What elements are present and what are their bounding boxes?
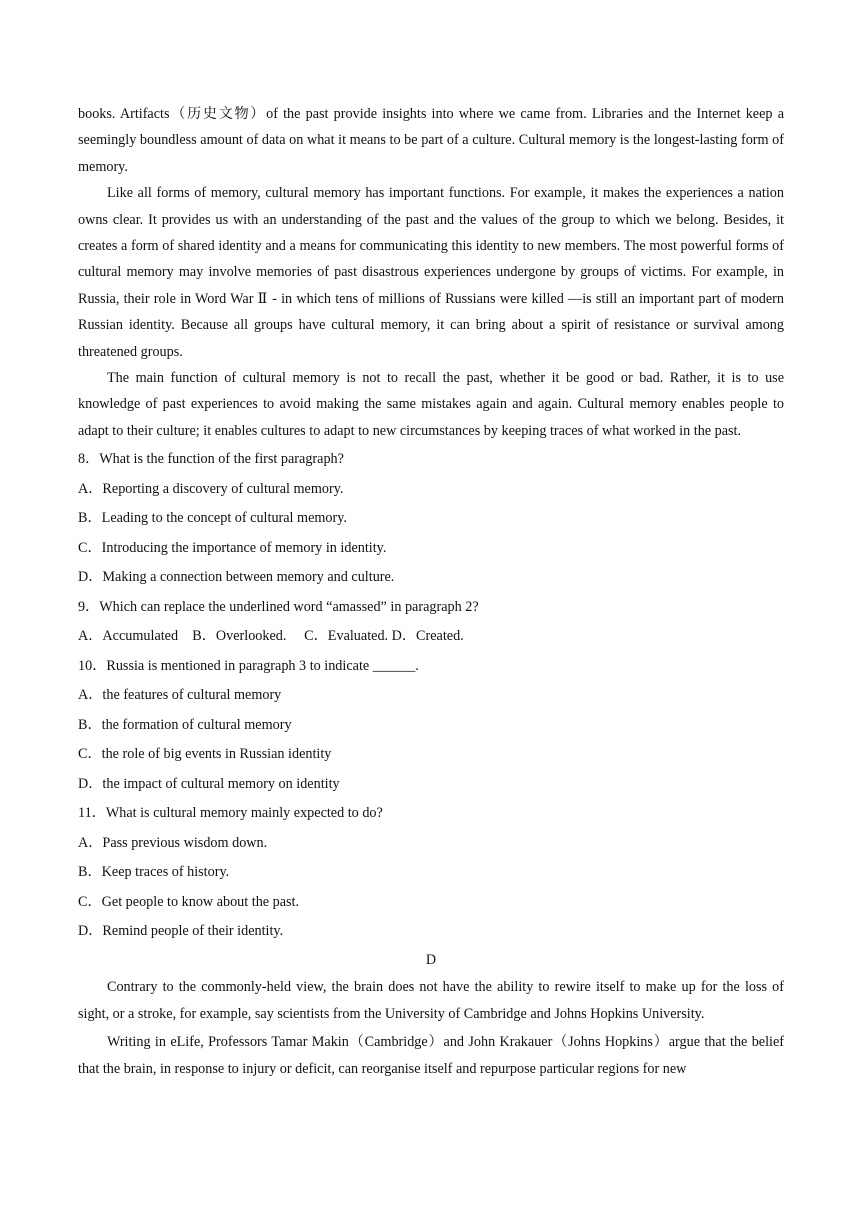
passage-c-paragraph-1: books. Artifacts（历史文物）of the past provide insights into where we came from. Libraries and the Internet keep a seemingly boundless amount of data on what it means to be part of a culture. Cultural memory is the longest-lasting form of memory. (78, 106, 784, 175)
question-8-option-b: B．Leading to the concept of cultural memory. (78, 510, 347, 527)
question-8-option-a: A．Reporting a discovery of cultural memory. (78, 480, 344, 497)
question-8-option-c: C．Introducing the importance of memory in identity. (78, 539, 387, 556)
question-11-stem: 11．What is cultural memory mainly expected to do? (78, 805, 383, 822)
question-11-option-a: A．Pass previous wisdom down. (78, 834, 268, 851)
document-page (78, 101, 784, 1083)
question-11 (78, 799, 784, 947)
question-8 (78, 445, 784, 593)
question-10-stem: 10．Russia is mentioned in paragraph 3 to indicate ______. (78, 657, 419, 674)
question-9-stem: 9．Which can replace the underlined word “amassed” in paragraph 2? (78, 598, 479, 615)
passage-c (78, 101, 784, 444)
question-10-option-a: A．the features of cultural memory (78, 687, 282, 704)
question-8-option-d: D．Making a connection between memory and culture. (78, 569, 395, 586)
question-11-option-c: C．Get people to know about the past. (78, 893, 300, 910)
question-9 (78, 593, 784, 652)
question-11-option-b: B．Keep traces of history. (78, 864, 230, 881)
question-10-option-d: D．the impact of cultural memory on identity (78, 775, 340, 792)
question-11-option-d: D．Remind people of their identity. (78, 923, 284, 940)
question-10-option-b: B．the formation of cultural memory (78, 716, 292, 733)
passage-c-paragraph-2: Like all forms of memory, cultural memory has important functions. For example, it makes the experiences a nation owns clear. It provides us with an understanding of the past and the values of the group to which we belong. Besides, it creates a form of shared identity and a means for communicating this identity to new members. The most powerful forms of cultural memory may involve memories of past disastrous experiences undergone by groups of victims. For example, in Russia, their role in Word War Ⅱ - in which tens of millions of Russians were killed —is still an important part of modern Russian identity. Because all groups have cultural memory, it can bring about a spirit of resistance or survival among threatened groups. (78, 185, 784, 360)
passage-d-heading: D (425, 951, 437, 968)
question-10 (78, 652, 784, 800)
question-10-option-c: C．the role of big events in Russian identity (78, 746, 332, 763)
passage-d-paragraph-1: Contrary to the commonly-held view, the brain does not have the ability to rewire itself to make up for the loss of sight, or a stroke, for example, say scientists from the University of Cambridge and Johns Hopkins University. (78, 978, 784, 1022)
passage-d (78, 947, 784, 1083)
question-8-stem: 8．What is the function of the first paragraph? (78, 451, 344, 468)
passage-c-paragraph-3: The main function of cultural memory is not to recall the past, whether it be good or bad. Rather, it is to use knowledge of past experiences to avoid making the same mistakes again and again. Cultural memory enables people to adapt to their culture; it enables cultures to adapt to new circumstances by keeping traces of what worked in the past. (78, 370, 784, 439)
question-9-options: A．Accumulated B．Overlooked. C．Evaluated. D．Created. (78, 628, 464, 645)
passage-d-paragraph-2: Writing in eLife, Professors Tamar Makin（Cambridge）and John Krakauer（Johns Hopkins）argue that the belief that the brain, in response to injury or deficit, can reorganise itself and repurpose particular regions for new (78, 1033, 784, 1077)
